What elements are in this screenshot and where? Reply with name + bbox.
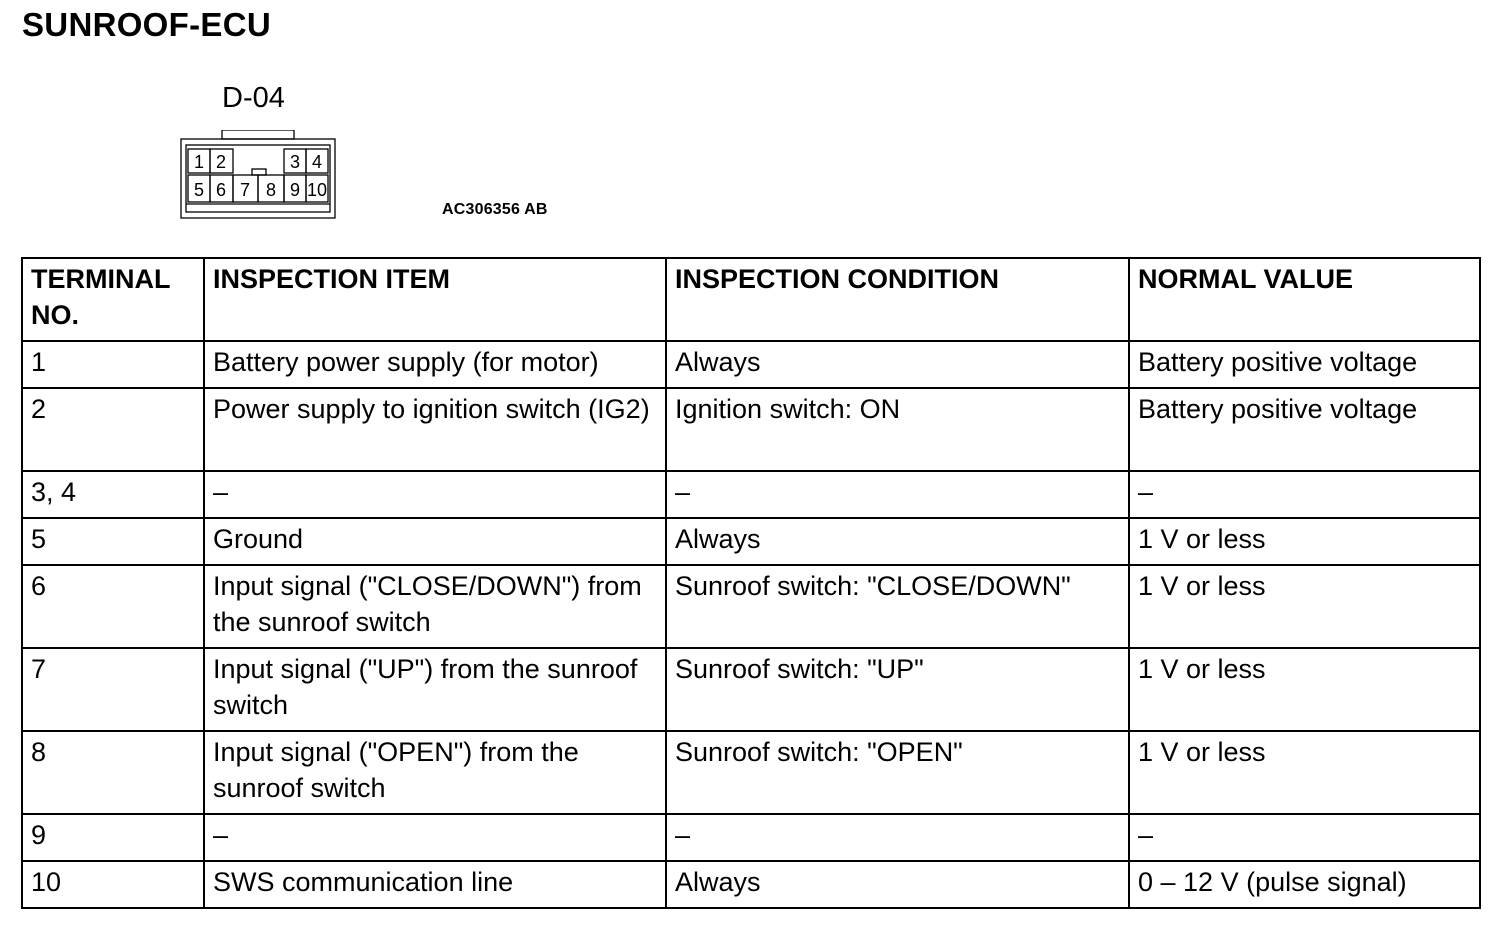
item-cell: Input signal ("UP") from the sunroof switch bbox=[204, 648, 666, 731]
condition-cell: – bbox=[666, 471, 1129, 518]
header-terminal-no: TERMINAL NO. bbox=[22, 258, 204, 341]
header-inspection-condition: INSPECTION CONDITION bbox=[666, 258, 1129, 341]
table-row bbox=[22, 388, 1480, 471]
item-cell: SWS communication line bbox=[204, 861, 666, 908]
table-row bbox=[22, 565, 1480, 648]
value-cell: 1 V or less bbox=[1129, 518, 1480, 565]
terminal-cell: 7 bbox=[22, 648, 204, 731]
pin-7: 7 bbox=[239, 180, 251, 200]
condition-cell: – bbox=[666, 814, 1129, 861]
figure-code: AC306356 AB bbox=[442, 201, 548, 218]
condition-cell: Sunroof switch: "OPEN" bbox=[666, 731, 1129, 814]
value-cell: Battery positive voltage bbox=[1129, 341, 1480, 388]
terminal-cell: 1 bbox=[22, 341, 204, 388]
value-cell: 1 V or less bbox=[1129, 648, 1480, 731]
condition-cell: Sunroof switch: "UP" bbox=[666, 648, 1129, 731]
terminal-cell: 3, 4 bbox=[22, 471, 204, 518]
item-cell: – bbox=[204, 814, 666, 861]
pin-8: 8 bbox=[265, 180, 277, 200]
condition-cell: Always bbox=[666, 341, 1129, 388]
pin-9: 9 bbox=[289, 180, 301, 200]
terminal-cell: 10 bbox=[22, 861, 204, 908]
table-row bbox=[22, 341, 1480, 388]
value-cell: – bbox=[1129, 814, 1480, 861]
condition-cell: Sunroof switch: "CLOSE/DOWN" bbox=[666, 565, 1129, 648]
item-cell: – bbox=[204, 471, 666, 518]
connector-diagram bbox=[180, 130, 336, 220]
pin-10: 10 bbox=[306, 180, 328, 200]
value-cell: Battery positive voltage bbox=[1129, 388, 1480, 471]
pin-5: 5 bbox=[193, 180, 205, 200]
terminal-cell: 5 bbox=[22, 518, 204, 565]
table-header-row bbox=[22, 258, 1480, 341]
terminal-cell: 8 bbox=[22, 731, 204, 814]
item-cell: Input signal ("OPEN") from the sunroof switch bbox=[204, 731, 666, 814]
table-row bbox=[22, 731, 1480, 814]
pin-6: 6 bbox=[215, 180, 227, 200]
header-normal-value: NORMAL VALUE bbox=[1129, 258, 1480, 341]
connector-label: D-04 bbox=[222, 82, 285, 114]
pin-2: 2 bbox=[215, 152, 227, 172]
table-row bbox=[22, 814, 1480, 861]
item-cell: Battery power supply (for motor) bbox=[204, 341, 666, 388]
table-row bbox=[22, 471, 1480, 518]
value-cell: 0 – 12 V (pulse signal) bbox=[1129, 861, 1480, 908]
condition-cell: Ignition switch: ON bbox=[666, 388, 1129, 471]
terminal-cell: 6 bbox=[22, 565, 204, 648]
value-cell: – bbox=[1129, 471, 1480, 518]
item-cell: Ground bbox=[204, 518, 666, 565]
item-cell: Input signal ("CLOSE/DOWN") from the sunroof switch bbox=[204, 565, 666, 648]
table-row bbox=[22, 518, 1480, 565]
terminal-cell: 9 bbox=[22, 814, 204, 861]
page-title: SUNROOF-ECU bbox=[22, 6, 271, 43]
pin-1: 1 bbox=[193, 152, 205, 172]
terminal-table bbox=[21, 257, 1481, 909]
terminal-cell: 2 bbox=[22, 388, 204, 471]
pin-4: 4 bbox=[311, 152, 323, 172]
value-cell: 1 V or less bbox=[1129, 565, 1480, 648]
table-row bbox=[22, 861, 1480, 908]
condition-cell: Always bbox=[666, 861, 1129, 908]
table-row bbox=[22, 648, 1480, 731]
condition-cell: Always bbox=[666, 518, 1129, 565]
header-inspection-item: INSPECTION ITEM bbox=[204, 258, 666, 341]
item-cell: Power supply to ignition switch (IG2) bbox=[204, 388, 666, 471]
pin-3: 3 bbox=[289, 152, 301, 172]
value-cell: 1 V or less bbox=[1129, 731, 1480, 814]
